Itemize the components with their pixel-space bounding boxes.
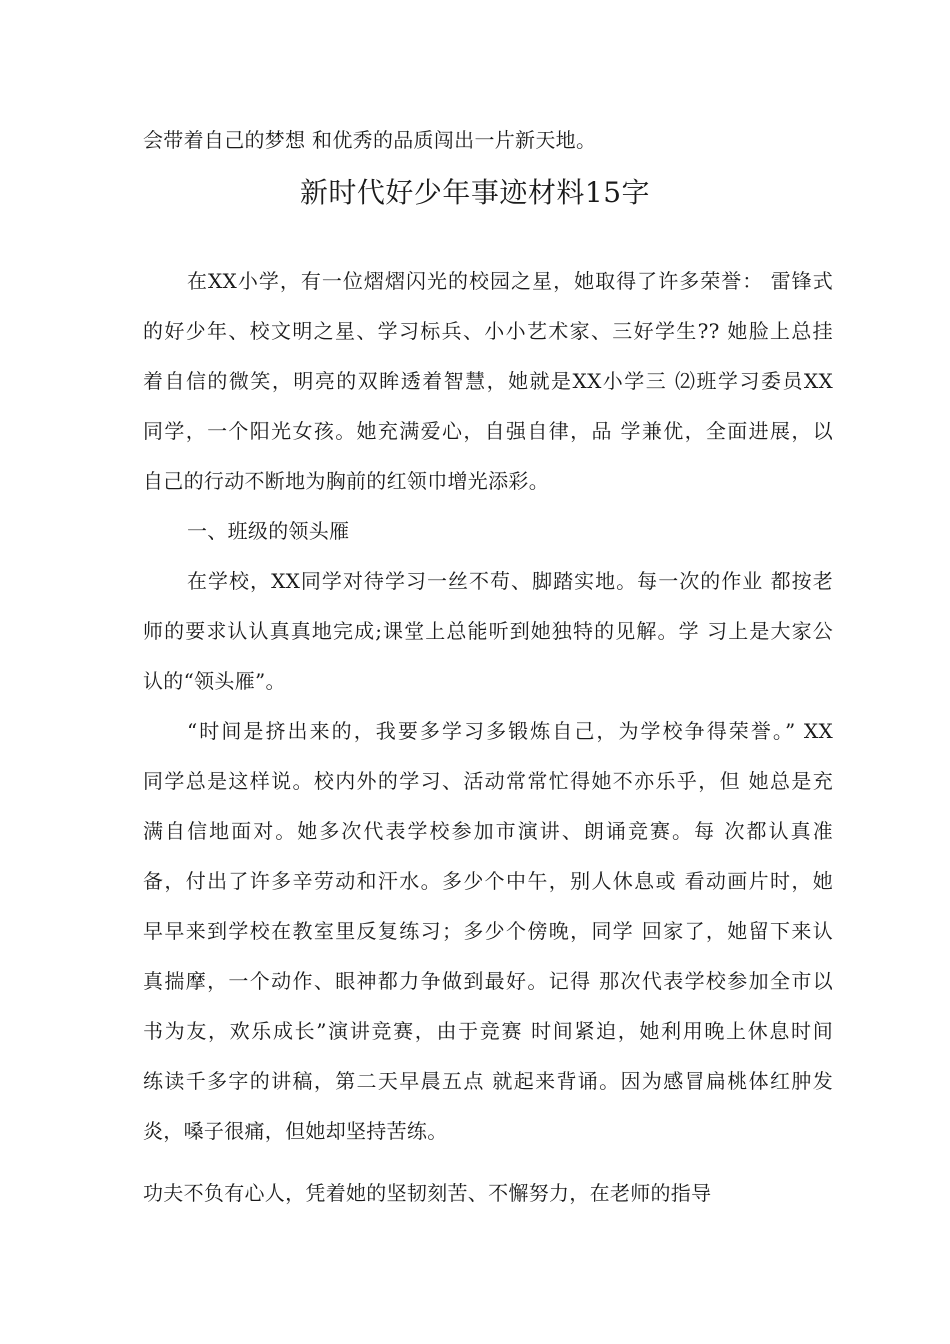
- paragraph-line: 备，付出了许多辛劳动和汗水。多少个中午，别人休息或 看动画片时，她: [143, 869, 833, 893]
- paragraph-line: 同学总是这样说。校内外的学习、活动常常忙得她不亦乐乎，但 她总是充: [143, 769, 833, 793]
- paragraph-line: 自己的行动不断地为胸前的红领巾增光添彩。: [143, 469, 549, 493]
- paragraph-line: 练读千多字的讲稿，第二天早晨五点 就起来背诵。因为感冒扁桃体红肿发: [143, 1069, 833, 1093]
- paragraph-line: 在XX小学，有一位熠熠闪光的校园之星，她取得了许多荣誉： 雷锋式: [187, 269, 833, 293]
- paragraph-line: 同学，一个阳光女孩。她充满爱心，自强自律，品 学兼优，全面进展，以: [143, 419, 833, 443]
- paragraph-line: 功夫不负有心人，凭着她的坚韧刻苦、不懈努力，在老师的指导: [143, 1181, 712, 1205]
- paragraph-line: 在学校，XX同学对待学习一丝不苟、脚踏实地。每一次的作业 都按老: [187, 569, 833, 593]
- paragraph-line: 满自信地面对。她多次代表学校参加市演讲、朗诵竞赛。每 次都认真准: [143, 819, 833, 843]
- continuation-line: 会带着自己的梦想 和优秀的品质闯出一片新天地。: [143, 128, 597, 152]
- paragraph-line: 师的要求认认真真地完成;课堂上总能听到她独特的见解。学 习上是大家公: [143, 619, 833, 643]
- paragraph-line: 真揣摩，一个动作、眼神都力争做到最好。记得 那次代表学校参加全市以: [143, 969, 833, 993]
- document-title: 新时代好少年事迹材料15字: [299, 176, 651, 209]
- paragraph-line: 的好少年、校文明之星、学习标兵、小小艺术家、三好学生?? 她脸上总挂: [143, 319, 833, 343]
- paragraph-line: “时间是挤出来的，我要多学习多锻炼自己，为学校争得荣誉。” XX: [187, 719, 833, 743]
- section-heading: 一、班级的领头雁: [187, 519, 350, 543]
- paragraph-line: 书为友，欢乐成长”演讲竞赛，由于竞赛 时间紧迫，她利用晚上休息时间: [143, 1019, 833, 1043]
- paragraph-line: 着自信的微笑，明亮的双眸透着智慧，她就是XX小学三 ⑵班学习委员XX: [143, 369, 833, 393]
- paragraph-line: 认的“领头雁”。: [143, 669, 286, 693]
- paragraph-line: 炎，嗓子很痛，但她却坚持苦练。: [143, 1119, 448, 1143]
- paragraph-line: 早早来到学校在教室里反复练习；多少个傍晚，同学 回家了，她留下来认: [143, 919, 833, 943]
